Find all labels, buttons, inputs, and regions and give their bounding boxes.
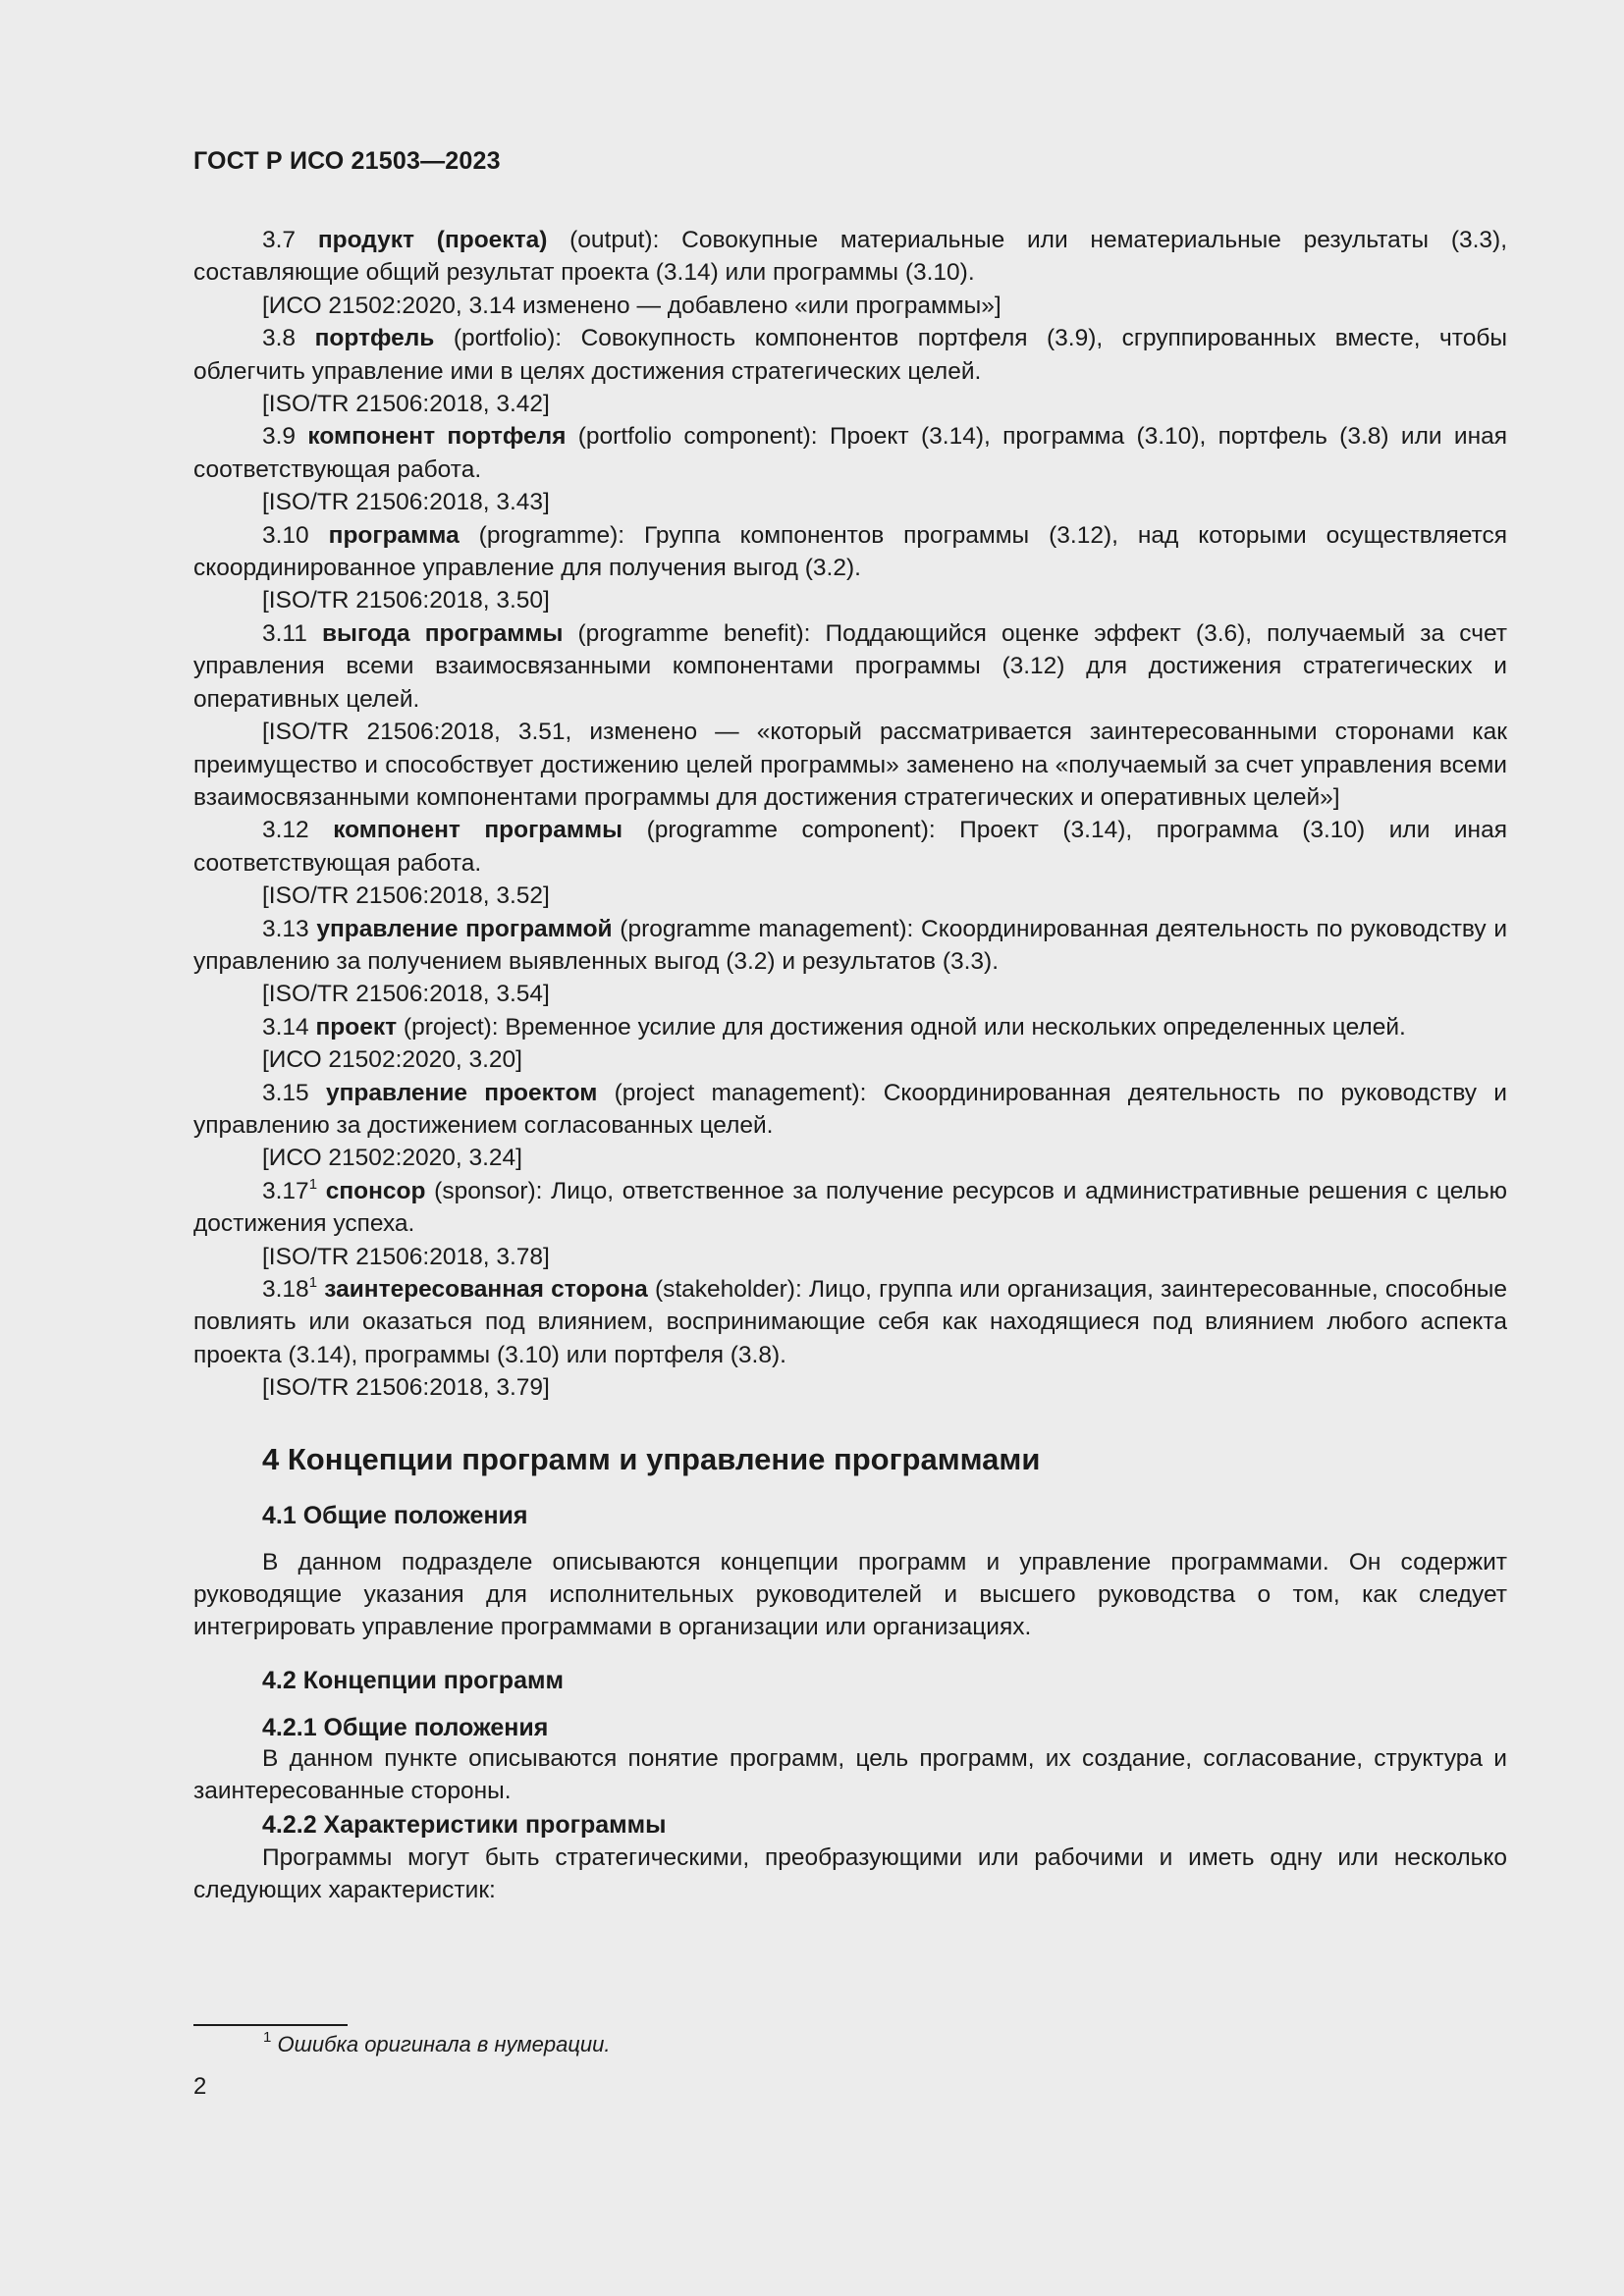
term-definition: (programme benefit): Поддающийся оценке эффект (3.6), получаемый за счет управления всеми взаимосвязанными компонентами программы (3.12) для достижения стратегических и оперативных целей.: [193, 619, 1507, 713]
term-entry: [193, 322, 1507, 388]
section-4-1-heading: 4.1 Общие положения: [262, 1501, 528, 1529]
term-name: заинтересованная сторона: [324, 1276, 648, 1303]
term-number: 3.9: [262, 423, 297, 451]
term-footnote-mark: 1: [308, 1273, 318, 1291]
footnote-mark: 1: [263, 2028, 272, 2046]
section-4-2-2-heading: 4.2.2 Характеристики программы: [262, 1810, 667, 1839]
section-4-heading: 4 Концепции программ и управление программами: [262, 1441, 1041, 1476]
term-definition: (project): Временное усилие для достижения одной или нескольких определенных целей.: [397, 1013, 1406, 1041]
term-name: выгода программы: [321, 619, 564, 647]
term-name: управление программой: [316, 915, 613, 942]
term-definition: (programme management): Скоординированная деятельность по руководству и управлению за получением выявленных выгод (3.2) и результатов (3.3).: [193, 915, 1508, 975]
section-4-1-text: В данном подразделе описываются концепции программ и управление программами. Он содержит руководящие указания для исполнительных руководителей и высшего руководства о том, как следует интегрировать управление программами в организации или организациях.: [193, 1548, 1507, 1641]
term-source: [ISO/TR 21506:2018, 3.54]: [262, 981, 550, 1008]
document-body: [193, 224, 1507, 1906]
section-4-2-1-text: В данном пункте описываются понятие программ, цель программ, их создание, согласование, структура и заинтересованные стороны.: [193, 1744, 1507, 1805]
term-source: [ISO/TR 21506:2018, 3.52]: [262, 882, 550, 910]
term-number: 3.15: [262, 1079, 309, 1106]
term-definition: (sponsor): Лицо, ответственное за получение ресурсов и административные решения с целью достижения успеха.: [193, 1177, 1508, 1238]
term-footnote-mark: 1: [308, 1175, 318, 1193]
term-entry: [193, 420, 1507, 486]
term-entry: [193, 1077, 1507, 1143]
term-source: [ISO/TR 21506:2018, 3.78]: [262, 1243, 550, 1270]
term-number: 3.12: [262, 817, 309, 844]
term-definition: (output): Совокупные материальные или нематериальные результаты (3.3), составляющие общий результат проекта (3.14) или программы (3.10).: [193, 227, 1508, 287]
term-entry: [193, 617, 1507, 716]
footnote: [263, 2028, 611, 2057]
terms-list: [193, 224, 1507, 1405]
term-number: 3.10: [262, 521, 309, 549]
term-definition: (portfolio): Совокупность компонентов портфеля (3.9), сгруппированных вместе, чтобы облегчить управление ими в целях достижения стратегических целей.: [193, 325, 1508, 385]
document-header: ГОСТ Р ИСО 21503—2023: [193, 147, 501, 175]
term-name: продукт (проекта): [317, 227, 548, 253]
section-4-2-1-heading: 4.2.1 Общие положения: [262, 1713, 549, 1741]
term-entry: [193, 913, 1507, 979]
term-source: [ИСО 21502:2020, 3.20]: [262, 1046, 522, 1074]
term-entry: [193, 1011, 1507, 1043]
term-number: 3.17: [262, 1177, 309, 1204]
term-number: 3.11: [262, 619, 307, 647]
footnote-text: Ошибка оригинала в нумерации.: [277, 2032, 611, 2056]
term-definition: (programme component): Проект (3.14), программа (3.10) или иная соответствующая работа.: [193, 817, 1507, 877]
term-name: компонент программы: [333, 817, 623, 844]
term-source: [ISO/TR 21506:2018, 3.51, изменено — «который рассматривается заинтересованными сторонами как преимущество и способствует достижению целей программы» заменено на «получаемый за счет управления всеми взаимосвязанными компонентами программы для достижения стратегических и оперативных целей»]: [193, 719, 1507, 811]
term-definition: (stakeholder): Лицо, группа или организация, заинтересованные, способные повлиять или оказаться под влиянием, воспринимающие себя как находящиеся под влиянием любого аспекта проекта (3.14), программы (3.10) или портфеля (3.8).: [193, 1276, 1507, 1368]
section-4-2-2-text: Программы могут быть стратегическими, преобразующими или рабочими и иметь одну или несколько следующих характеристик:: [193, 1843, 1507, 1904]
term-name: компонент портфеля: [307, 423, 567, 451]
term-entry: [193, 1175, 1507, 1241]
term-entry: [193, 1273, 1507, 1371]
term-entry: [193, 224, 1507, 290]
term-name: спонсор: [325, 1177, 426, 1204]
term-definition: (project management): Скоординированная деятельность по руководству и управлению за достижением согласованных целей.: [193, 1079, 1507, 1139]
page-number: 2: [193, 2073, 207, 2100]
term-number: 3.8: [262, 325, 297, 352]
term-definition: (programme): Группа компонентов программы (3.12), над которыми осуществляется скоординированное управление для получения выгод (3.2).: [193, 521, 1508, 582]
footnote-divider: [193, 2024, 348, 2026]
term-source: [ISO/TR 21506:2018, 3.50]: [262, 587, 550, 614]
term-name: портфель: [314, 325, 435, 352]
term-source: [ISO/TR 21506:2018, 3.42]: [262, 391, 550, 418]
term-number: 3.7: [262, 227, 297, 253]
term-source: [ИСО 21502:2020, 3.14 изменено — добавлено «или программы»]: [262, 292, 1001, 319]
term-source: [ИСО 21502:2020, 3.24]: [262, 1145, 522, 1172]
term-definition: (portfolio component): Проект (3.14), программа (3.10), портфель (3.8) или иная соответствующая работа.: [193, 423, 1507, 483]
term-entry: [193, 519, 1507, 585]
term-name: проект: [315, 1013, 398, 1041]
term-entry: [193, 814, 1507, 880]
term-source: [ISO/TR 21506:2018, 3.43]: [262, 489, 550, 516]
term-name: программа: [328, 521, 460, 549]
term-name: управление проектом: [325, 1079, 598, 1106]
term-number: 3.14: [262, 1013, 309, 1041]
section-4-2-heading: 4.2 Концепции программ: [262, 1666, 564, 1694]
term-number: 3.18: [262, 1276, 309, 1303]
term-number: 3.13: [262, 915, 309, 942]
term-source: [ISO/TR 21506:2018, 3.79]: [262, 1374, 550, 1402]
